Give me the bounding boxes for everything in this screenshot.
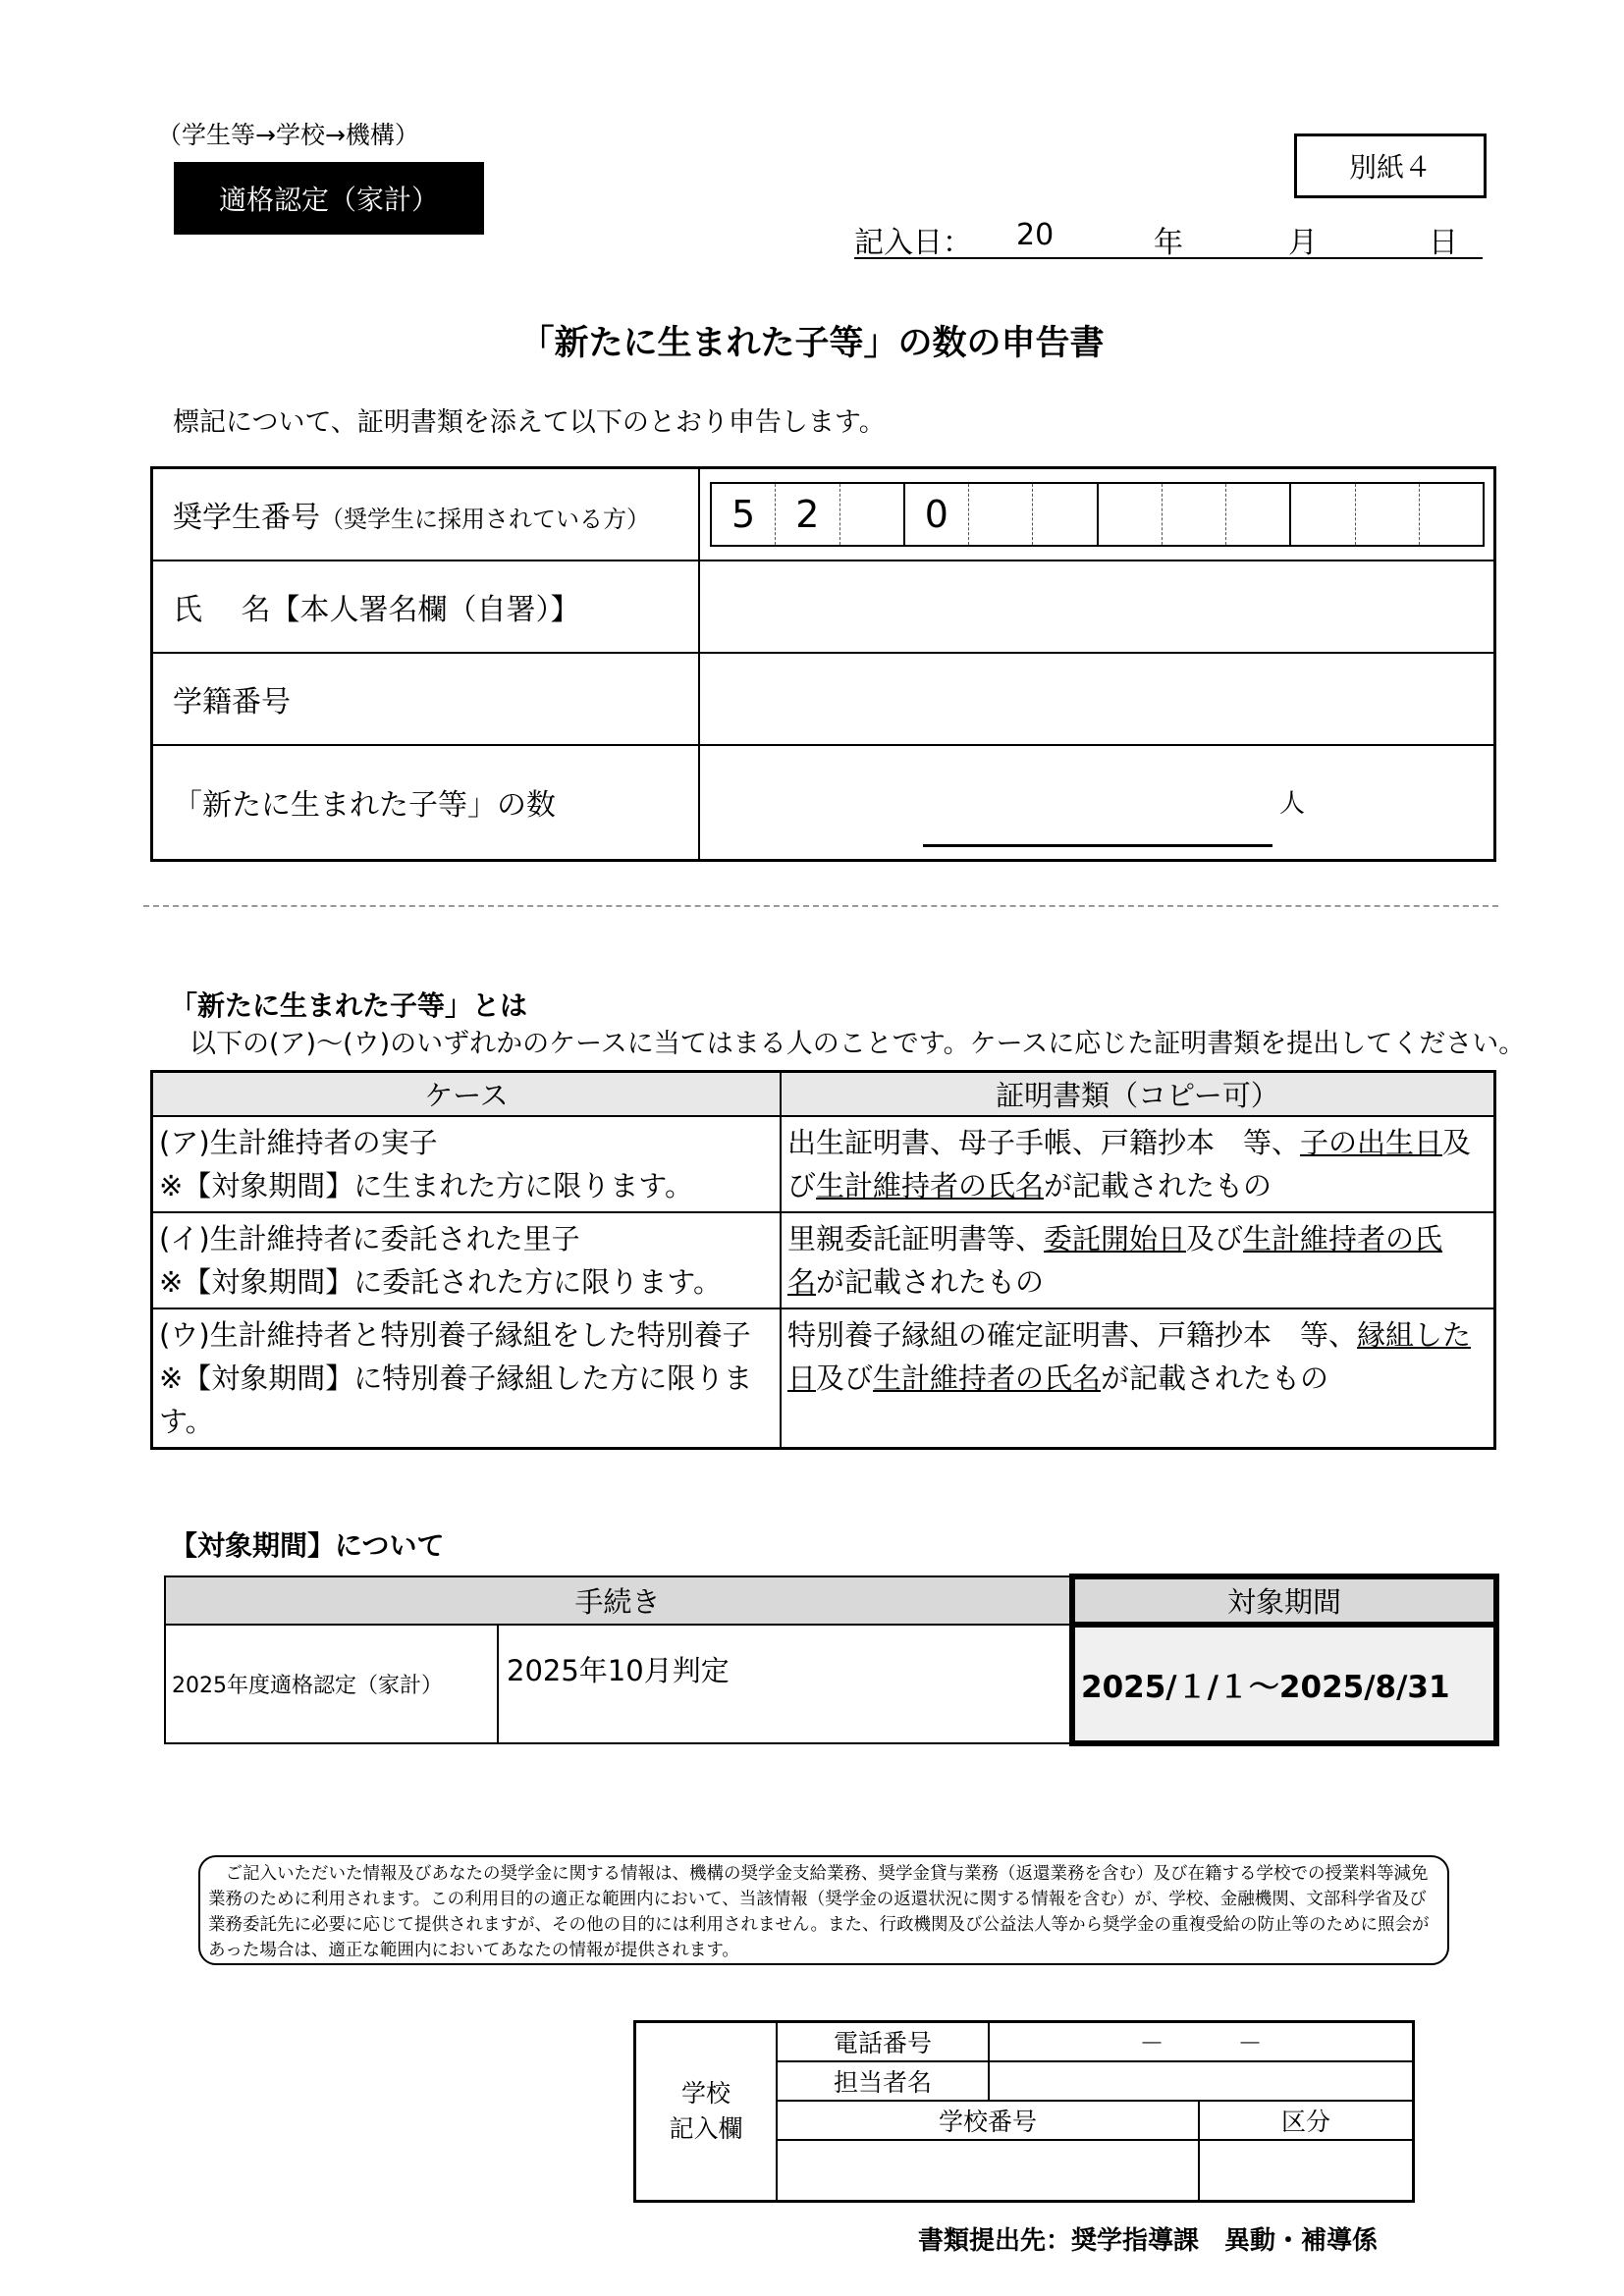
col-case: ケース xyxy=(152,1072,782,1117)
scholar-digit-box[interactable]: 5 xyxy=(712,484,776,545)
scholar-digit-box[interactable] xyxy=(1033,484,1098,545)
period-heading: 【対象期間】について xyxy=(170,1529,445,1562)
scholar-digit-box[interactable] xyxy=(1226,484,1291,545)
period-value: 2025/１/１～2025/8/31 xyxy=(1072,1625,1496,1743)
name-label: 氏 名【本人署名欄（自署）】 xyxy=(152,561,700,653)
procedure-name: 2025年度適格認定（家計） xyxy=(165,1625,498,1743)
table-row: (ウ)生計維持者と特別養子縁組をした特別養子 ※【対象期間】に特別養子縁組した方に限ります。 特別養子縁組の確定証明書、戸籍抄本 等、縁組した 日及び生計維持者の氏名が記載されたもの xyxy=(152,1308,1495,1449)
scholar-number-label: 奨学生番号（奨学生に採用されている方） xyxy=(152,468,700,561)
child-count-field[interactable] xyxy=(699,745,1495,861)
col-procedure: 手続き xyxy=(165,1576,1072,1625)
scholar-digit-box[interactable] xyxy=(1356,484,1420,545)
page-title: 「新たに生まれた子等」の数の申告書 xyxy=(519,324,1105,363)
privacy-notice: ご記入いただいた情報及びあなたの奨学金に関する情報は、機構の奨学金支給業務、奨学金貸与業務（返還業務を含む）及び在籍する学校での授業料等減免業務のために利用されます。この利用目的の適正な範囲内において、当該情報（奨学金の返還状況に関する情報を含む）が、学校、金融機関、文部科学省及び業務委託先に必要に応じて提供されますが、その他の目的には利用されません。また、行政機関及び公益法人等から奨学金の重複受給の防止等のために照会があった場合は、適正な範囲内においてあなたの情報が提供されます。 xyxy=(198,1855,1449,1965)
category-label: 区分 xyxy=(1199,2101,1414,2140)
day-label: 日 xyxy=(1429,226,1458,260)
student-number-field[interactable] xyxy=(699,653,1495,745)
scholar-digit-box[interactable] xyxy=(1099,484,1163,545)
form-type-tag: 適格認定（家計） xyxy=(174,162,484,235)
name-field[interactable] xyxy=(699,561,1495,653)
scholar-digit-box[interactable]: 2 xyxy=(776,484,839,545)
date-era: 20 xyxy=(1016,218,1055,252)
school-number-label: 学校番号 xyxy=(777,2101,1199,2140)
table-row: (ア)生計維持者の実子 ※【対象期間】に生まれた方に限ります。 出生証明書、母子手帳、戸籍抄本 等、子の出生日及 び生計維持者の氏名が記載されたもの xyxy=(152,1116,1495,1212)
school-entry-table xyxy=(633,2020,1415,2203)
declaration-form xyxy=(150,466,1496,862)
phone-label: 電話番号 xyxy=(777,2022,989,2062)
definition-text: 以下の(ア)～(ウ)のいずれかのケースに当てはまる人のことです。ケースに応じた証明書類を提出してください。 xyxy=(189,1029,1526,1059)
table-row: (イ)生計維持者に委託された里子 ※【対象期間】に委託された方に限ります。 里親委託証明書等、委託開始日及び生計維持者の氏 名が記載されたもの xyxy=(152,1212,1495,1308)
child-count-label: 「新たに生まれた子等」の数 xyxy=(152,745,700,861)
staff-label: 担当者名 xyxy=(777,2061,989,2101)
case-table xyxy=(150,1070,1496,1450)
scholar-digit-box[interactable] xyxy=(1291,484,1355,545)
month-label: 月 xyxy=(1288,226,1318,260)
scholar-digit-box[interactable] xyxy=(969,484,1033,545)
year-label: 年 xyxy=(1154,226,1183,260)
flow-note: （学生等→学校→機構） xyxy=(157,121,419,149)
definition-heading: 「新たに生まれた子等」とは xyxy=(170,989,528,1022)
scholar-digit-box[interactable] xyxy=(1163,484,1226,545)
date-field[interactable] xyxy=(854,208,1483,259)
school-number-field[interactable] xyxy=(777,2140,1199,2201)
category-field[interactable] xyxy=(1199,2140,1414,2201)
school-entry-label: 学校 記入欄 xyxy=(635,2022,778,2202)
scholar-digit-box[interactable]: 0 xyxy=(905,484,969,545)
procedure-detail: 2025年10月判定 xyxy=(498,1625,1072,1743)
date-label: 記入日： xyxy=(854,226,972,260)
submission-destination: 書類提出先：奨学指導課 異動・補導係 xyxy=(918,2226,1379,2256)
intro-text: 標記について、証明書類を添えて以下のとおり申告します。 xyxy=(173,407,886,438)
phone-field[interactable]: － － xyxy=(989,2022,1414,2062)
col-docs: 証明書類（コピー可） xyxy=(781,1072,1495,1117)
scholar-digit-box[interactable] xyxy=(840,484,905,545)
scholar-number-field[interactable] xyxy=(699,468,1495,561)
col-period: 対象期間 xyxy=(1072,1576,1496,1625)
divider xyxy=(143,905,1498,907)
attachment-label: 別紙４ xyxy=(1294,133,1487,198)
staff-field[interactable] xyxy=(989,2061,1414,2101)
period-table xyxy=(164,1574,1499,1746)
scholar-digit-box[interactable] xyxy=(1420,484,1483,545)
count-unit: 人 xyxy=(1279,788,1306,819)
student-number-label: 学籍番号 xyxy=(152,653,700,745)
